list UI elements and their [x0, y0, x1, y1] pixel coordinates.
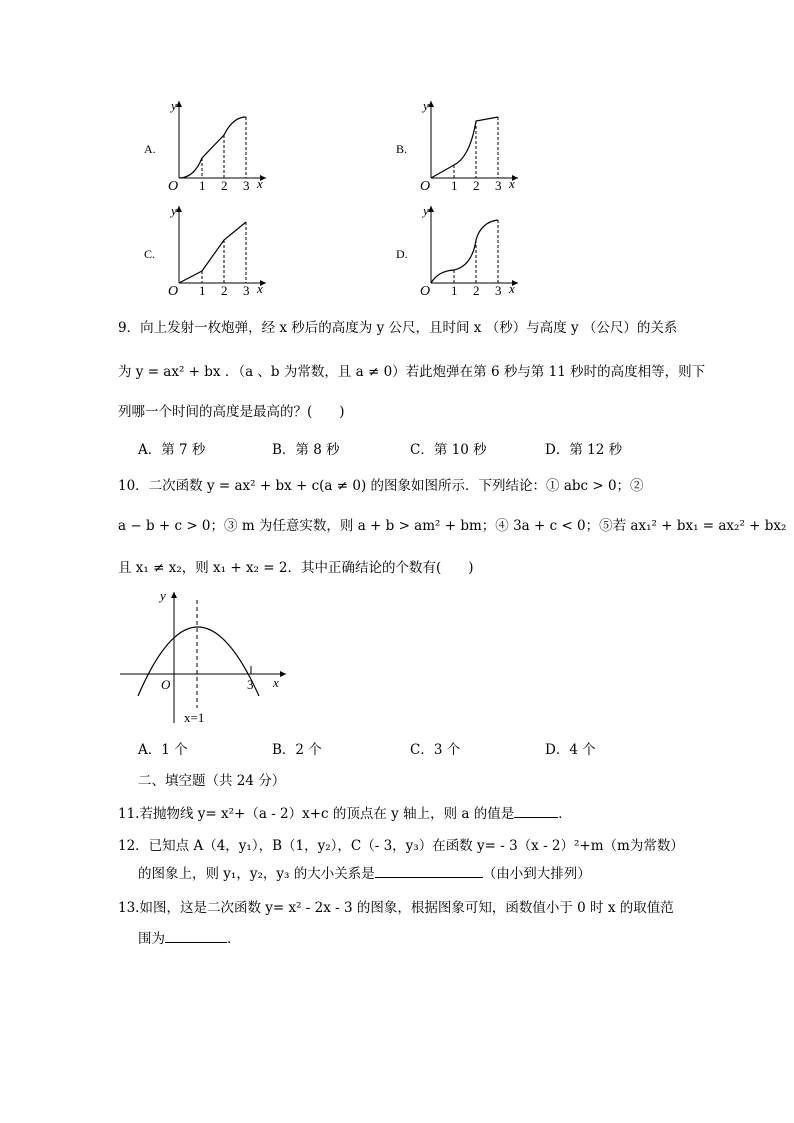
q10-option-d[interactable]: D．4 个: [545, 742, 596, 758]
q11: 11.若抛物线 y= x²+（a - 2）x+c 的顶点在 y 轴上，则 a 的值是 ．: [118, 806, 572, 822]
q13-line1: 13.如图，这是二次函数 y= x² - 2x - 3 的图象，根据图象可知，函数值小于 0 时 x 的取值范: [118, 900, 674, 916]
svg-text:1: 1: [199, 283, 206, 298]
svg-text:1: 1: [199, 178, 206, 193]
graph-c-svg: [140, 200, 280, 300]
q9-option-d[interactable]: D．第 12 秒: [545, 442, 623, 458]
q10-line3: 且 x₁ ≠ x₂，则 x₁ + x₂ = 2．其中正确结论的个数有( ): [118, 560, 474, 576]
svg-text:O: O: [420, 179, 431, 194]
svg-text:O: O: [420, 284, 431, 299]
svg-text:3: 3: [495, 178, 502, 193]
q9-option-b[interactable]: B．第 8 秒: [272, 442, 340, 458]
svg-text:2: 2: [473, 283, 480, 298]
q9-line1: 9．向上发射一枚炮弹，经 x 秒后的高度为 y 公尺，且时间 x （秒）与高度 y （公尺）的关系: [118, 320, 678, 336]
svg-text:D.: D.: [396, 247, 408, 261]
svg-text:x: x: [509, 281, 515, 296]
graph-label: A.: [144, 142, 156, 156]
svg-text:x: x: [257, 176, 263, 191]
q10-parabola-svg: [118, 588, 298, 728]
graph-option-d: [392, 200, 532, 300]
svg-text:y: y: [160, 588, 166, 603]
graph-d-svg: [392, 200, 532, 300]
q13-answer-blank[interactable]: [165, 930, 227, 943]
q12-line1: 12．已知点 A（4，y₁），B（1，y₂），C（- 3，y₃）在函数 y= - 3（x - 2）²+m（m为常数）: [118, 838, 684, 854]
q11-answer-blank[interactable]: [514, 805, 558, 818]
q10-parabola-graph: [118, 588, 298, 728]
q13-line2: 围为 ．: [138, 931, 241, 947]
graph-a-svg: [140, 95, 280, 195]
svg-text:O: O: [161, 677, 171, 692]
graph-b-svg: [392, 95, 532, 195]
svg-text:O: O: [168, 284, 179, 299]
q10-option-c[interactable]: C．3 个: [410, 742, 461, 758]
svg-text:2: 2: [473, 178, 480, 193]
svg-text:y: y: [171, 98, 177, 113]
q9-option-a[interactable]: A．第 7 秒: [138, 442, 206, 458]
svg-text:y: y: [423, 203, 429, 218]
svg-text:2: 2: [221, 283, 228, 298]
graph-option-b: [392, 95, 532, 195]
q9-option-c[interactable]: C．第 10 秒: [410, 442, 487, 458]
svg-text:C.: C.: [144, 247, 156, 261]
svg-text:x: x: [257, 281, 263, 296]
graph-option-c: [140, 200, 280, 300]
q12-line2: 的图象上，则 y₁，y₂，y₃ 的大小关系是 （由小到大排列）: [138, 866, 591, 882]
section-heading: 二、填空题（共 24 分）: [138, 773, 286, 789]
svg-text:2: 2: [221, 178, 228, 193]
svg-text:y: y: [423, 98, 429, 113]
q9-line3: 列哪一个时间的高度是最高的？( ): [118, 404, 345, 420]
q9-line2: 为 y = ax² + bx ．（a 、b 为常数，且 a ≠ 0）若此炮弹在第 6 秒与第 11 秒时的高度相等，则下: [118, 364, 706, 380]
svg-text:1: 1: [451, 283, 458, 298]
svg-text:B.: B.: [396, 142, 408, 156]
q12-answer-blank[interactable]: [375, 865, 483, 878]
svg-text:x: x: [273, 675, 279, 690]
svg-text:x=1: x=1: [184, 710, 205, 725]
svg-text:3: 3: [243, 283, 250, 298]
svg-text:3: 3: [495, 283, 502, 298]
svg-text:y: y: [171, 203, 177, 218]
svg-text:x: x: [509, 176, 515, 191]
q10-option-a[interactable]: A．1 个: [138, 742, 188, 758]
q10-line1: 10．二次函数 y = ax² + bx + c(a ≠ 0) 的图象如图所示．下列结论：① abc > 0；②: [118, 478, 644, 494]
svg-text:O: O: [168, 179, 179, 194]
q10-option-b[interactable]: B．2 个: [272, 742, 322, 758]
svg-text:1: 1: [451, 178, 458, 193]
svg-text:3: 3: [243, 178, 250, 193]
graph-option-a: [140, 95, 280, 195]
svg-text:3: 3: [247, 677, 254, 692]
q10-line2: a − b + c > 0；③ m 为任意实数，则 a + b > am² + bm；④ 3a + c < 0；⑤若 ax₁² + bx₁ = ax₂² + bx₂: [118, 518, 787, 534]
